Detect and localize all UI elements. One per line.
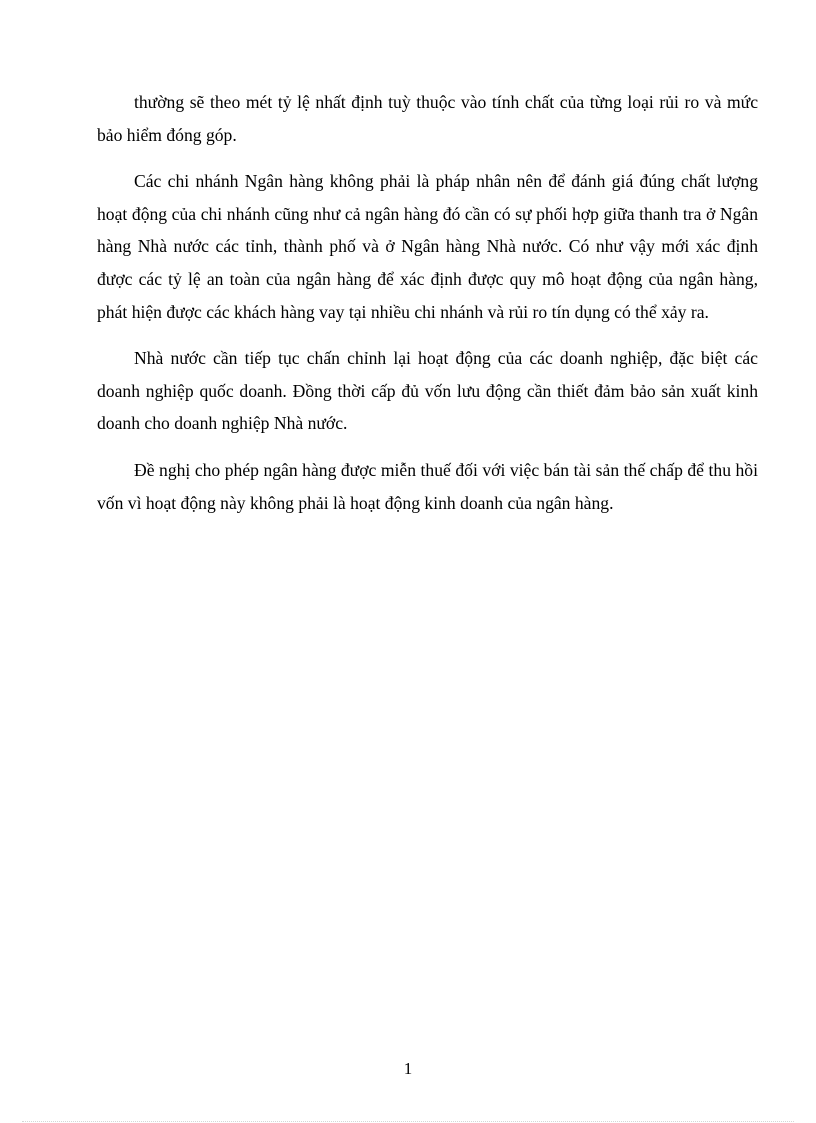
paragraph-continuation: thường sẽ theo mét tỷ lệ nhất định tuỳ thuộc vào tính chất của từng loại rủi ro và mức bảo hiểm đóng góp. bbox=[97, 92, 758, 145]
body-text bbox=[97, 86, 758, 533]
paragraph-state-enterprises: Nhà nước cần tiếp tục chấn chỉnh lại hoạt động của các doanh nghiệp, đặc biệt các doanh nghiệp quốc doanh. Đồng thời cấp đủ vốn lưu động cần thiết đảm bảo sản xuất kinh doanh cho doanh nghiệp Nhà nước. bbox=[97, 348, 758, 434]
paragraph-branch-supervision: Các chi nhánh Ngân hàng không phải là pháp nhân nên để đánh giá đúng chất lượng hoạt động của chi nhánh cũng như cả ngân hàng đó cần có sự phối hợp giữa thanh tra ở Ngân hàng Nhà nước các tỉnh, thành phố và ở Ngân hàng Nhà nước. Có như vậy mới xác định được các tỷ lệ an toàn của ngân hàng để xác định được quy mô hoạt động của ngân hàng, phát hiện được các khách hàng vay tại nhiều chi nhánh và rủi ro tín dụng có thể xảy ra. bbox=[97, 171, 758, 322]
page-bottom-edge bbox=[22, 1121, 794, 1122]
page-number: 1 bbox=[403, 1059, 413, 1078]
paragraph-tax-exemption: Đề nghị cho phép ngân hàng được miễn thuế đối với việc bán tài sản thế chấp để thu hồi vốn vì hoạt động này không phải là hoạt động kinh doanh của ngân hàng. bbox=[97, 459, 758, 513]
